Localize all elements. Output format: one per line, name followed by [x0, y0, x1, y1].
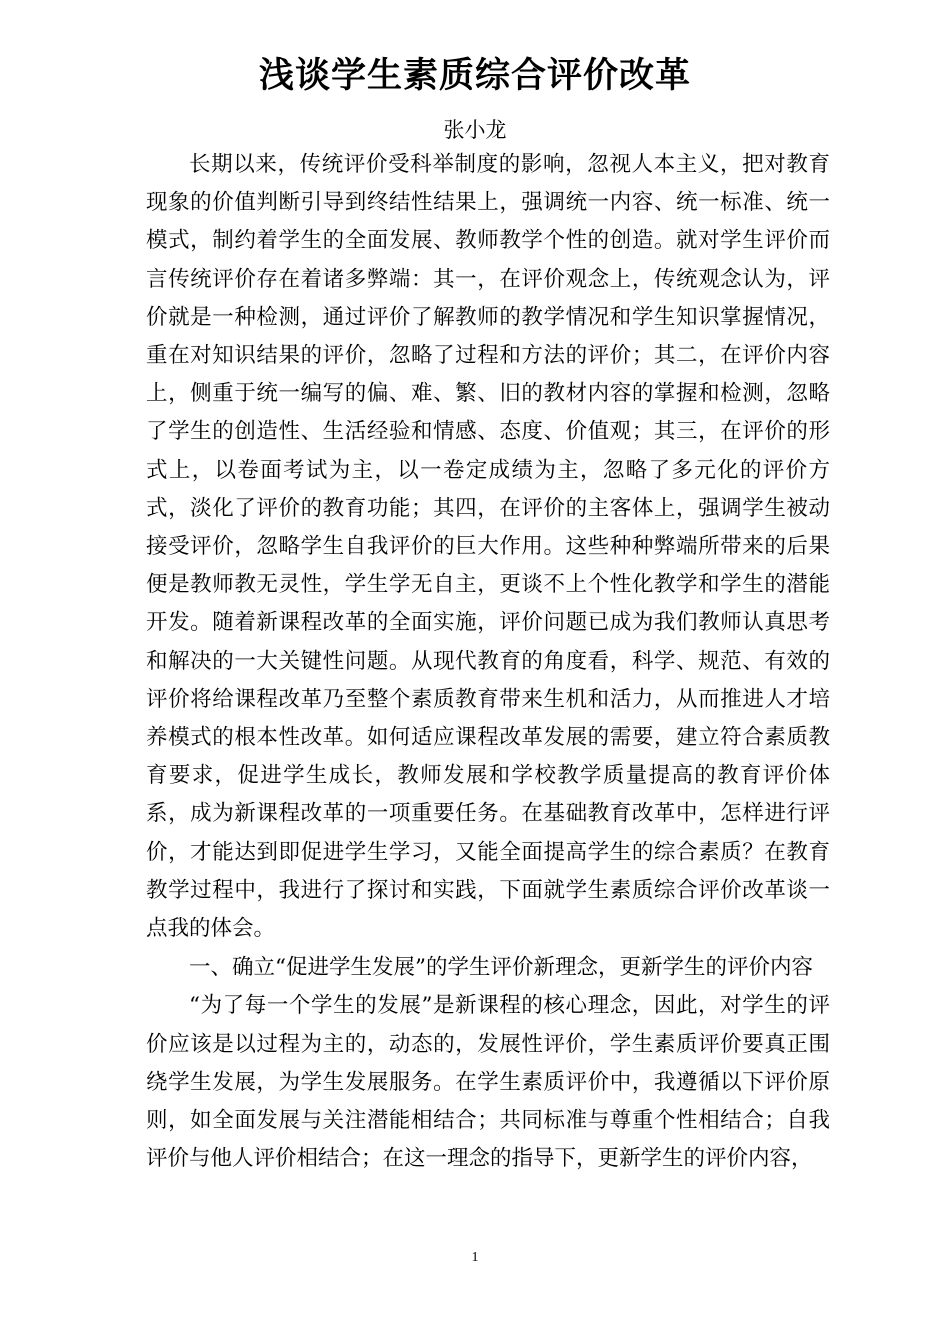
page-number: 1 — [471, 1250, 479, 1265]
section-heading-1: 一、确立“促进学生发展”的学生评价新理念，更新学生的评价内容 — [189, 955, 813, 981]
paragraph-section-1: “为了每一个学生的发展”是新课程的核心理念，因此，对学生的评价应该是以过程为主的，动态的，发展性评价，学生素质评价要真正围绕学生发展，为学生发展服务。在学生素质评价中，我遵循以下评价原则，如全面发展与关注潜能相结合；共同标准与尊重个性相结合；自我评价与他人评价相结合；在这一理念的指导下，更新学生的评价内容， — [146, 993, 830, 1172]
document-body — [146, 146, 830, 1178]
paragraph-intro: 长期以来，传统评价受科举制度的影响，忽视人本主义，把对教育现象的价值判断引导到终结性结果上，强调统一内容、统一标准、统一模式，制约着学生的全面发展、教师教学个性的创造。就对学生评价而言传统评价存在着诸多弊端：其一，在评价观念上，传统观念认为，评价就是一种检测，通过评价了解教师的教学情况和学生知识掌握情况，重在对知识结果的评价，忽略了过程和方法的评价；其二，在评价内容上，侧重于统一编写的偏、难、繁、旧的教材内容的掌握和检测，忽略了学生的创造性、生活经验和情感、态度、价值观；其三，在评价的形式上，以卷面考试为主，以一卷定成绩为主，忽略了多元化的评价方式，淡化了评价的教育功能；其四，在评价的主客体上，强调学生被动接受评价，忽略学生自我评价的巨大作用。这些种种弊端所带来的后果便是教师教无灵性，学生学无自主，更谈不上个性化教学和学生的潜能开发。随着新课程改革的全面实施，评价问题已成为我们教师认真思考和解决的一大关键性问题。从现代教育的角度看，科学、规范、有效的评价将给课程改革乃至整个素质教育带来生机和活力，从而推进人才培养模式的根本性改革。如何适应课程改革发展的需要，建立符合素质教育要求，促进学生成长，教师发展和学校教学质量提高的教育评价体系，成为新课程改革的一项重要任务。在基础教育改革中，怎样进行评价，才能达到即促进学生学习，又能全面提高学生的综合素质？在教育教学过程中，我进行了探讨和实践，下面就学生素质综合评价改革谈一点我的体会。 — [146, 152, 830, 942]
document-title: 浅谈学生素质综合评价改革 — [258, 56, 691, 96]
author-name: 张小龙 — [443, 118, 507, 142]
